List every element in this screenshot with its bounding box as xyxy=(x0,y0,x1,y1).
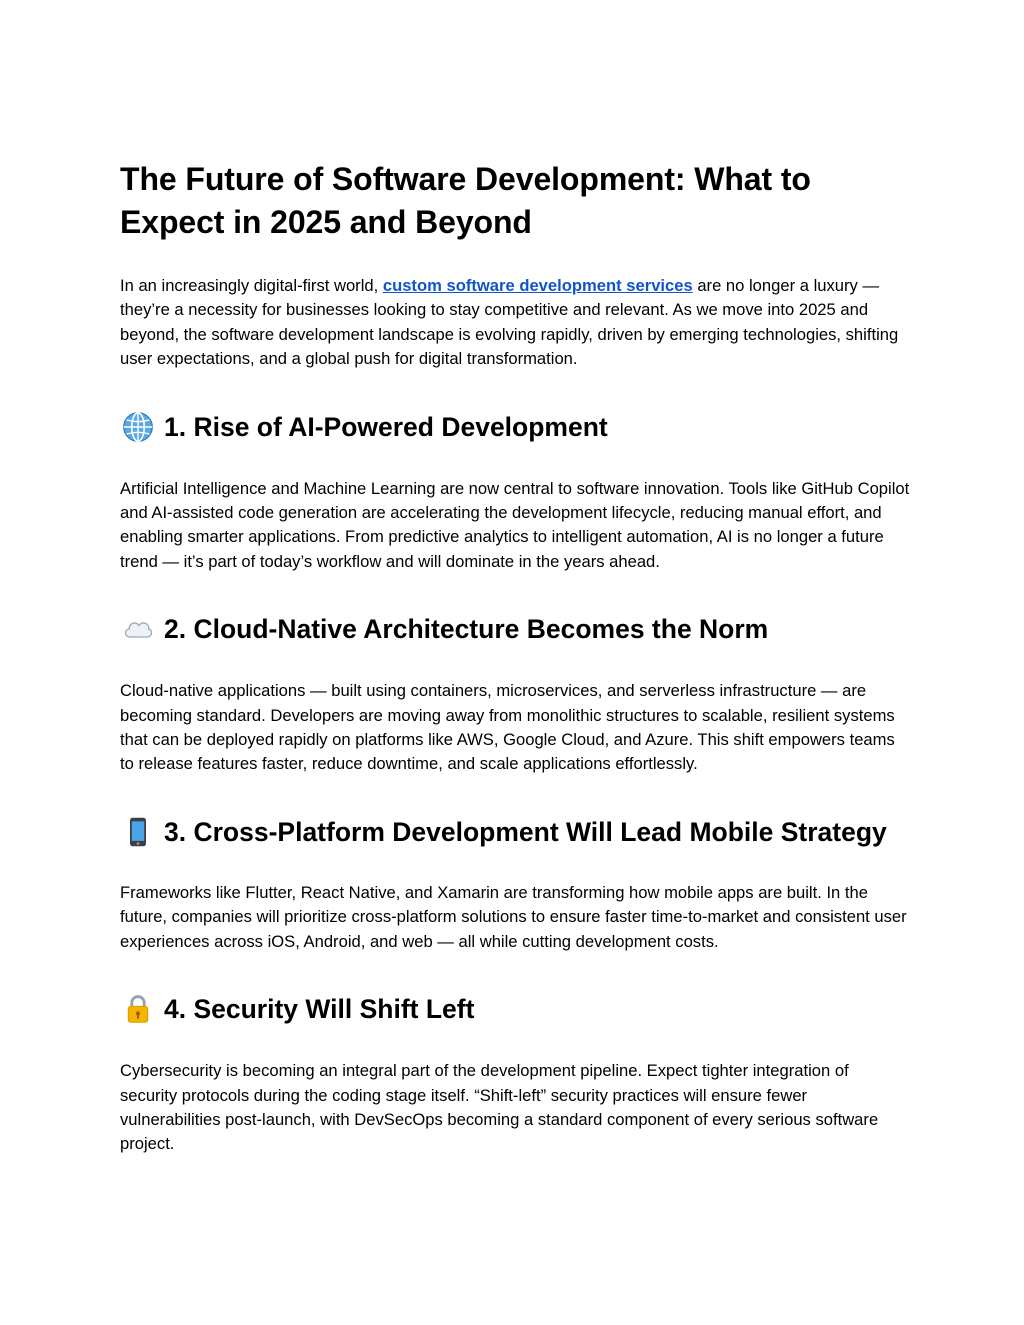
section-heading-text: 2. Cloud-Native Architecture Becomes the Norm xyxy=(164,614,769,645)
section-heading-text: 1. Rise of AI-Powered Development xyxy=(164,411,608,442)
lock-icon xyxy=(120,993,156,1025)
intro-paragraph xyxy=(120,274,910,372)
section-heading xyxy=(120,610,910,648)
section-body: Artificial Intelligence and Machine Learning are now central to software innovation. Tools like GitHub Copilot and AI-assisted code generation are accelerating the development lifecycle, reducing manual effort, and enabling smarter applications. From predictive analytics to intelligent automation, AI is no longer a future trend — it’s part of today’s workflow and will dominate in the years ahead. xyxy=(120,478,910,571)
section-cross-platform xyxy=(120,813,910,954)
section-cloud-native xyxy=(120,610,910,777)
section-body: Cloud-native applications — built using containers, microservices, and serverless infrastructure — are becoming standard. Developers are moving away from monolithic structures to scalable, resilient systems that can be deployed rapidly on platforms like AWS, Google Cloud, and Azure. This shift empowers teams to release features faster, reduce downtime, and scale applications effortlessly. xyxy=(120,681,895,774)
section-body: Cybersecurity is becoming an integral part of the development pipeline. Expect tighter integration of security protocols during the coding stage itself. “Shift-left” security practices will ensure fewer vulnerabilities post-launch, with DevSecOps becoming a standard component of every serious software project. xyxy=(120,1061,879,1154)
cloud-icon xyxy=(120,613,156,645)
section-ai-development xyxy=(120,408,910,575)
page-title: The Future of Software Development: What to Expect in 2025 and Beyond xyxy=(120,161,811,240)
custom-software-development-link[interactable]: custom software development services xyxy=(382,276,693,295)
intro-text-end: are no longer a luxury — they’re a necessity for businesses looking to stay competitive and relevant. As we move into 2025 and beyond, the software development landscape is evolving rapidly, driven by emerging technologies, shifting user expectations, and a global push for digital transformation. xyxy=(120,276,899,369)
intro-text-start: In an increasingly digital-first world, xyxy=(120,276,383,295)
section-security xyxy=(120,990,910,1157)
section-heading xyxy=(120,990,910,1028)
section-heading-text: 4. Security Will Shift Left xyxy=(164,994,475,1025)
document-page xyxy=(120,158,910,1157)
section-body: Frameworks like Flutter, React Native, and Xamarin are transforming how mobile apps are built. In the future, companies will prioritize cross-platform solutions to ensure faster time-to-market and consistent user experiences across iOS, Android, and web — all while cutting development costs. xyxy=(120,882,907,951)
mobile-phone-icon xyxy=(120,816,156,848)
globe-icon xyxy=(120,411,156,443)
section-heading-text: 3. Cross-Platform Development Will Lead Mobile Strategy xyxy=(164,816,887,847)
section-heading xyxy=(120,408,910,446)
section-heading xyxy=(120,813,910,851)
